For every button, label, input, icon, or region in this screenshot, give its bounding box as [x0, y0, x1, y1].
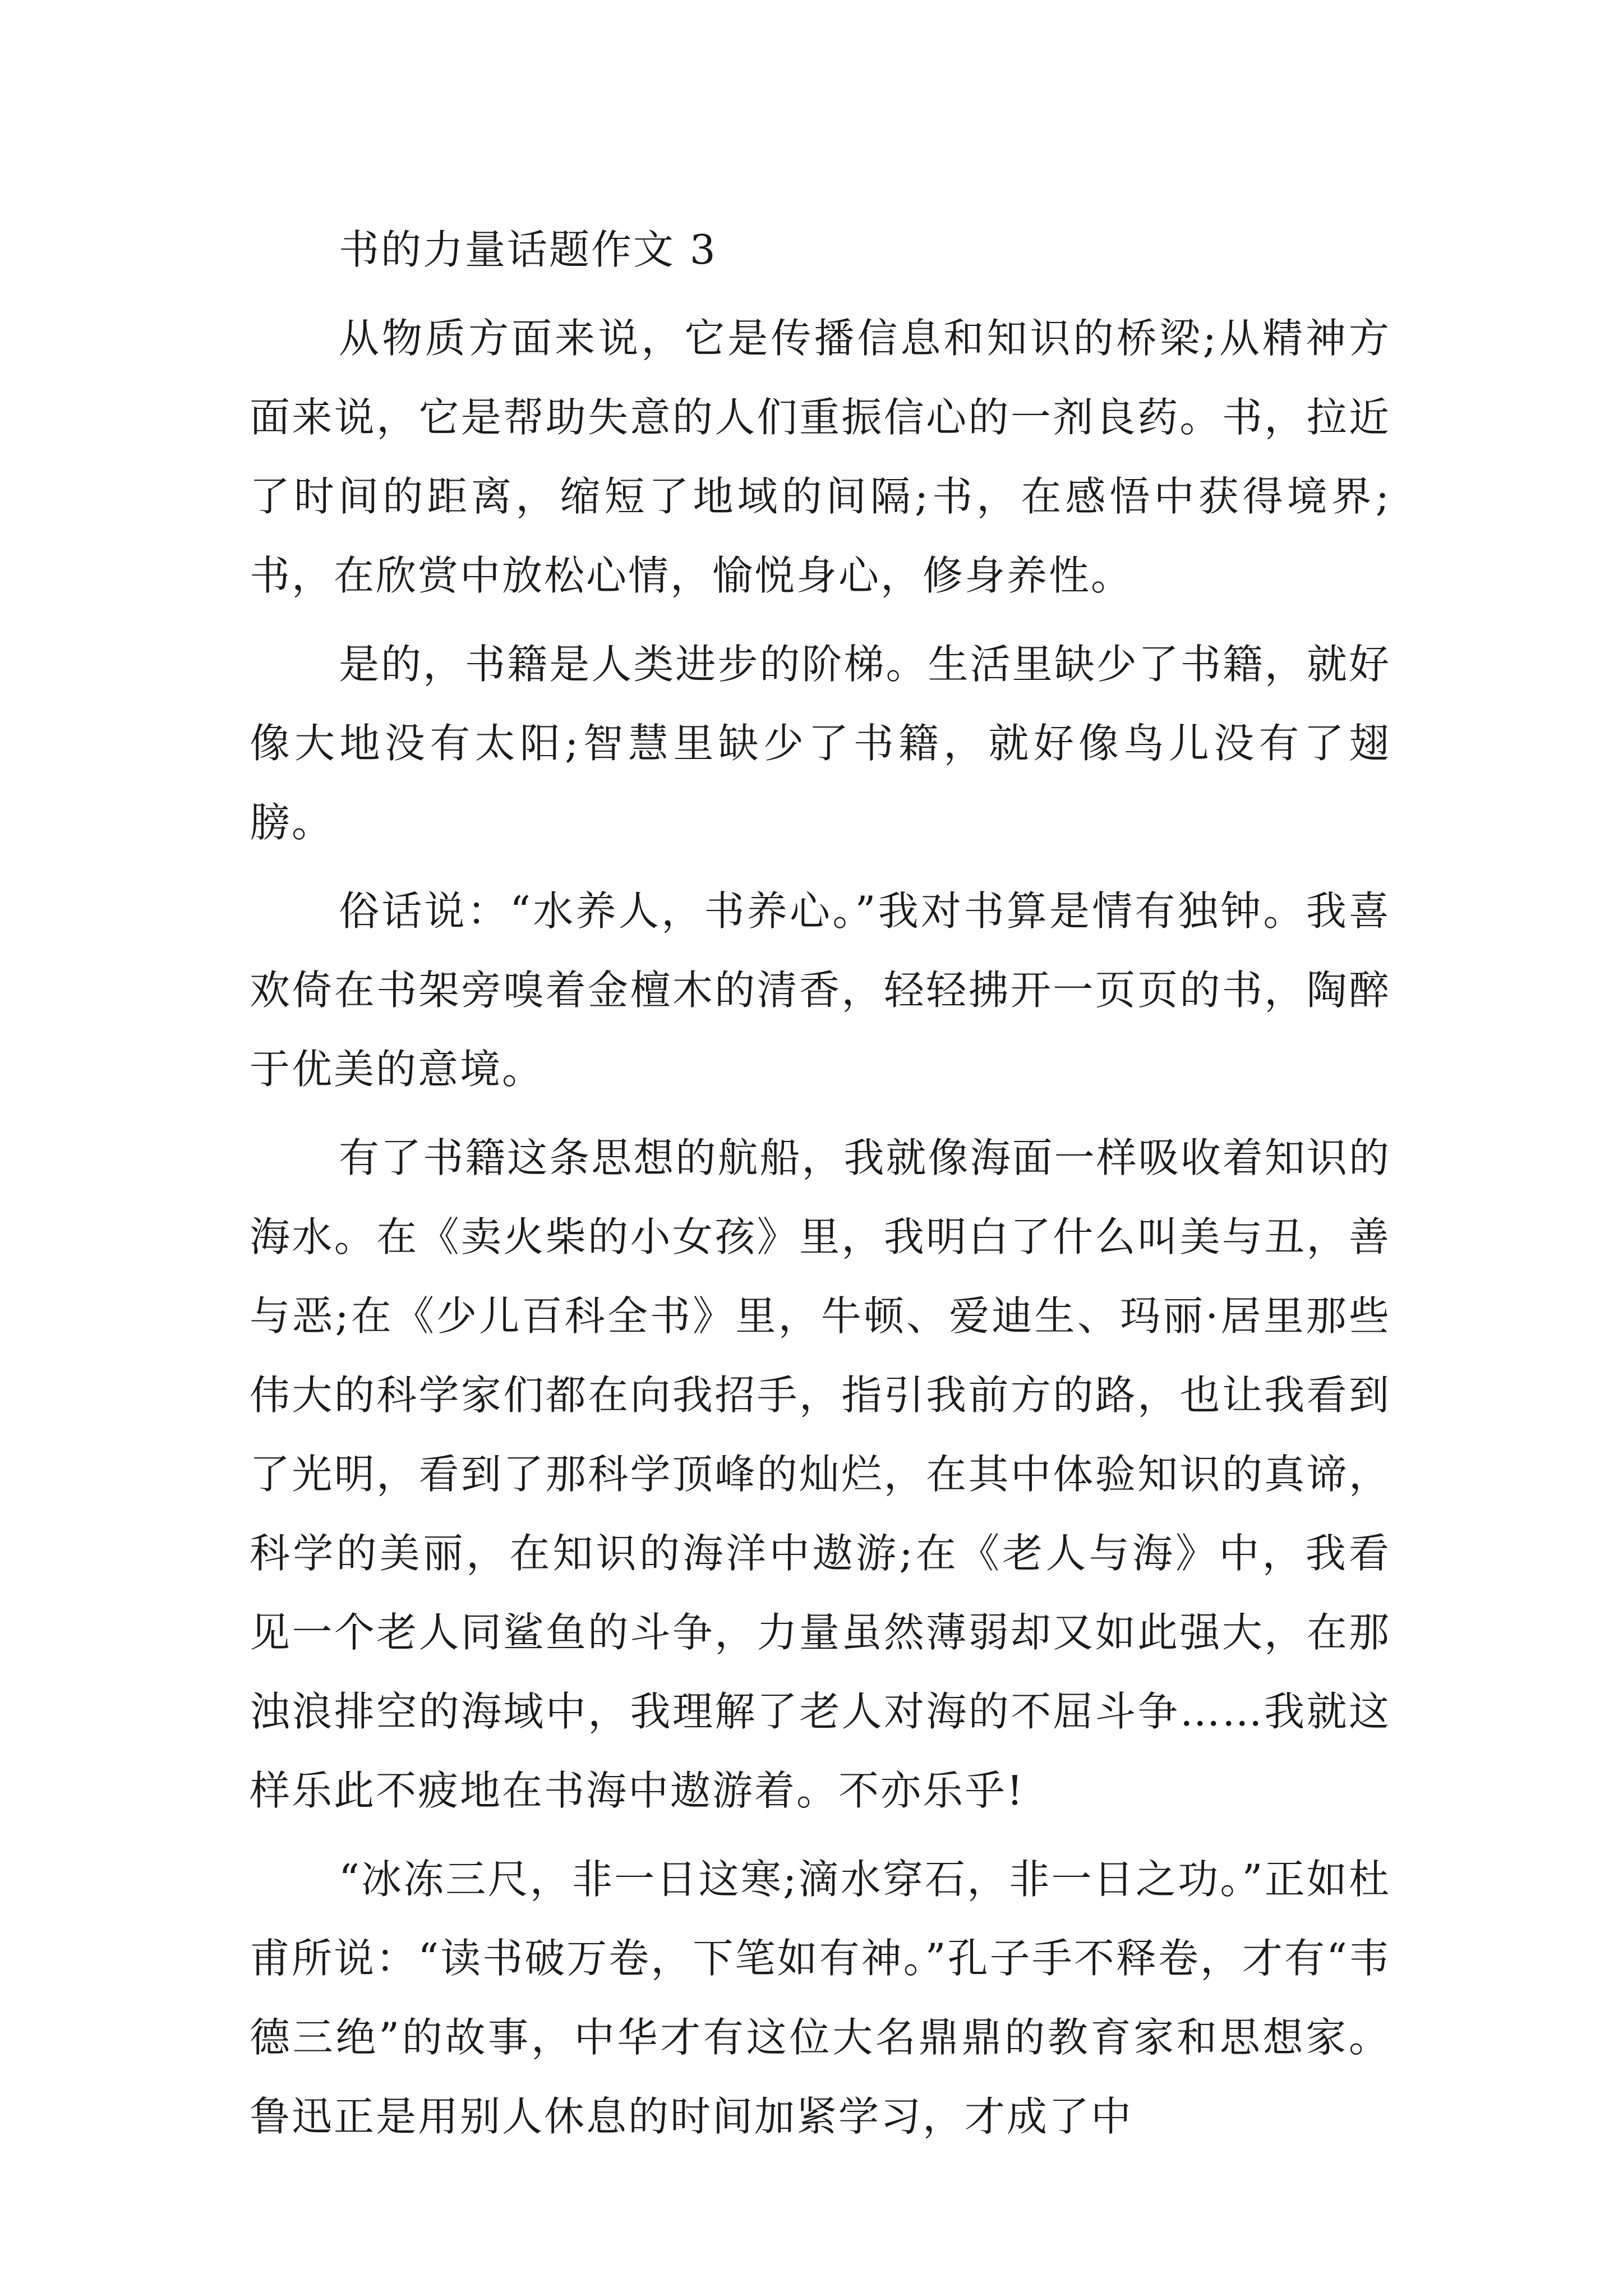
paragraph-3: 俗话说：“水养人，书养心。”我对书算是情有独钟。我喜欢倚在书架旁嗅着金檀木的清香，轻轻拂开一页页的书，陶醉于优美的意境。	[250, 887, 1391, 1093]
paragraph-1: 从物质方面来说，它是传播信息和知识的桥梁;从精神方面来说，它是帮助失意的人们重振信心的一剂良药。书，拉近了时间的距离，缩短了地域的间隔;书，在感悟中获得境界;书，在欣赏中放松心情，愉悦身心，修身养性。	[250, 315, 1391, 599]
paragraph-5: “冰冻三尺，非一日这寒;滴水穿石，非一日之功。”正如杜甫所说：“读书破万卷，下笔如有神。”孔子手不释卷，才有“韦德三绝”的故事，中华才有这位大名鼎鼎的教育家和思想家。鲁迅正是用别人休息的时间加紧学习，才成了中	[250, 1856, 1391, 2140]
paragraph-2: 是的，书籍是人类进步的阶梯。生活里缺少了书籍，就好像大地没有太阳;智慧里缺少了书籍，就好像鸟儿没有了翅膀。	[250, 641, 1391, 846]
document-body	[250, 210, 1391, 2166]
paragraph-4: 有了书籍这条思想的航船，我就像海面一样吸收着知识的海水。在《卖火柴的小女孩》里，我明白了什么叫美与丑，善与恶;在《少儿百科全书》里，牛顿、爱迪生、玛丽·居里那些伟大的科学家们都在向我招手，指引我前方的路，也让我看到了光明，看到了那科学顶峰的灿烂，在其中体验知识的真谛，科学的美丽，在知识的海洋中遨游;在《老人与海》中，我看见一个老人同鲨鱼的斗争，力量虽然薄弱却又如此强大，在那浊浪排空的海域中，我理解了老人对海的不屈斗争……我就这样乐此不疲地在书海中遨游着。不亦乐乎!	[250, 1134, 1391, 1814]
document-title: 书的力量话题作文 3	[339, 226, 717, 273]
